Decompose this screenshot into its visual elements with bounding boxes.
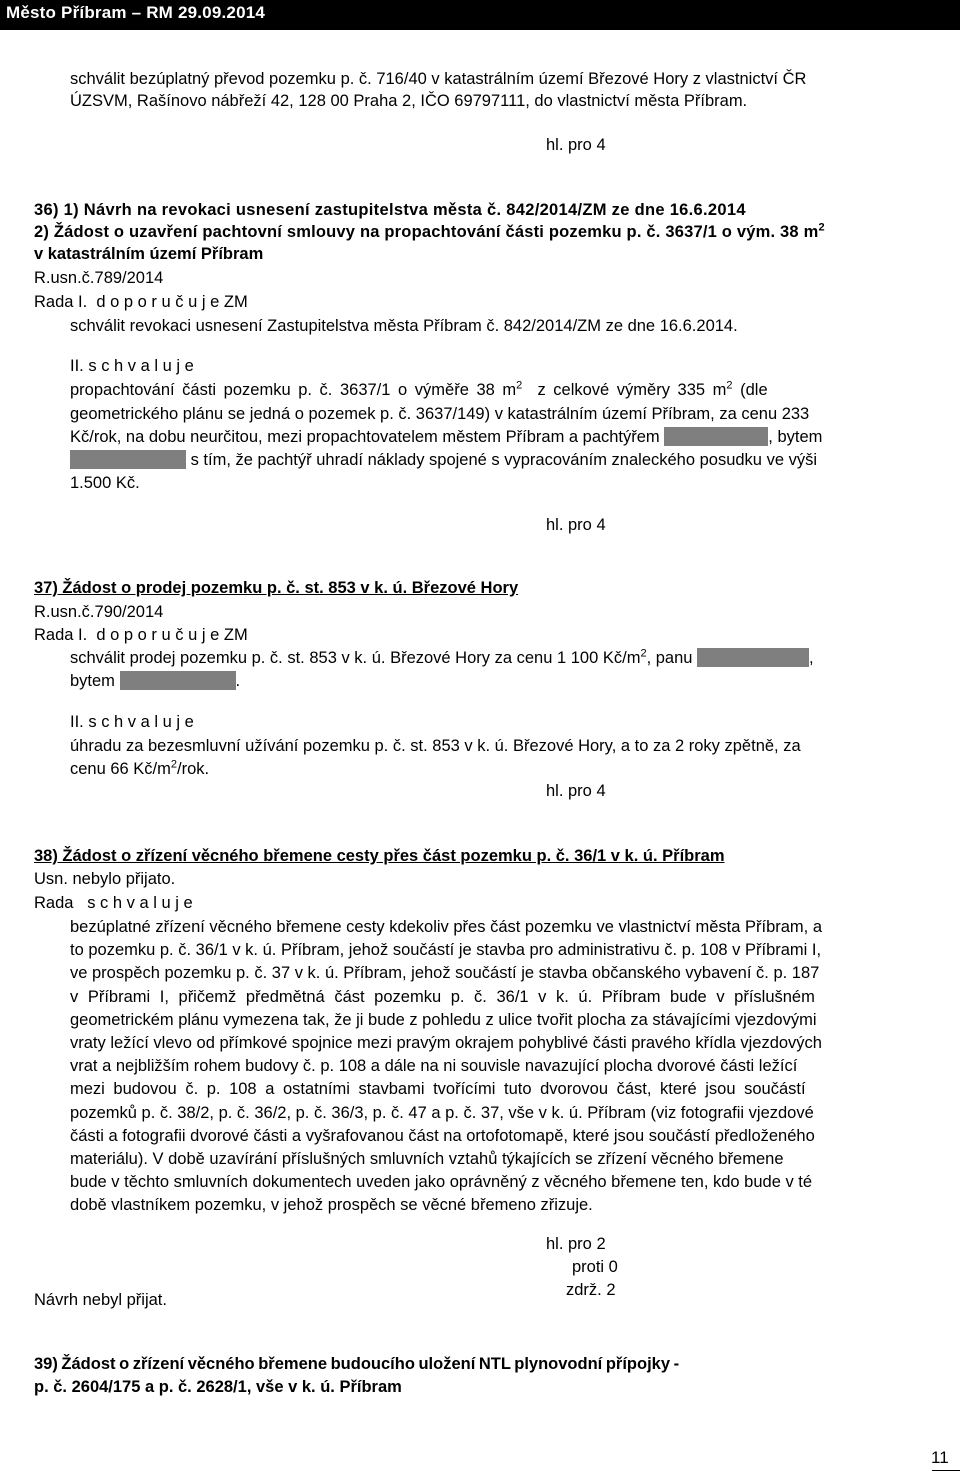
item38-body-line-11: materiálu). V době uzavírání příslušných smluvních vztahů týkajících se zřízení věcného břemene: [70, 1150, 784, 1169]
item36-para-line-1: propachtování části pozemku p. č. 3637/1 o výměře 38 $m^2$ z celkové výměry 335 $m^2$ (dle: [70, 379, 768, 399]
item36-para-line-2: geometrického plánu se jedná o pozemek p. č. 3637/149) v katastrálním území Příbram, za cenu 233: [70, 405, 810, 423]
item38-rada: Rada s c h v a l u j e: [34, 894, 193, 912]
intro-line-2: ÚZSVM, Rašínovo nábřeží 42, 128 00 Praha 2, IČO 69797111, do vlastnictví města Příbram.: [70, 92, 748, 110]
item37-usn: R.usn.č.790/2014: [34, 603, 164, 621]
intro-line-1: schválit bezúplatný převod pozemku p. č. 716/40 v katastrálním území Březové Hory z vlastnictví ČR: [70, 70, 807, 88]
item39-title-line-1: 39) Žádost o zřízení věcného břemene budoucího uložení NTL plynovodní přípojky -: [34, 1355, 680, 1373]
item39-title-line-2: p. č. 2604/175 a p. č. 2628/1, vše v k. ú. Příbram: [34, 1378, 402, 1396]
item38-vote-abstain: zdrž. 2: [566, 1281, 616, 1299]
page-number: 11: [931, 1448, 949, 1467]
item38-title: 38) Žádost o zřízení věcného břemene cesty přes část pozemku p. č. 36/1 v k. ú. Příbram: [34, 847, 725, 865]
item37-title: 37) Žádost o prodej pozemku p. č. st. 853 v k. ú. Březové Hory: [34, 579, 519, 597]
item38-body-line-10: části a fotografii dvorové části a vyšrafovanou část na ortofotomapě, které jsou součástí předloženého: [70, 1126, 815, 1145]
header-title: Město Příbram – RM 29.09.2014: [6, 3, 266, 22]
header-bar: [0, 0, 960, 30]
item37-line-3: úhradu za bezesmluvní užívání pozemku p. č. st. 853 v k. ú. Březové Hory, a to za 2 roky zpětně, za: [70, 737, 801, 755]
item36-para-line-5: 1.500 Kč.: [70, 474, 140, 492]
item36-vote: hl. pro 4: [546, 516, 606, 534]
item38-body: [70, 916, 954, 1218]
item36-rada-1-text: schválit revokaci usnesení Zastupitelstva města Příbram č. 842/2014/ZM ze dne 16.6.2014.: [70, 317, 738, 335]
item38-result: Návrh nebyl přijat.: [34, 1291, 167, 1309]
item37-rada-1: Rada I. d o p o r u č u j e ZM: [34, 626, 248, 644]
item36-title-line-2: 2) Žádost o uzavření pachtovní smlouvy na propachtování části pozemku p. č. 3637/1 o vým. 38 $m^2$: [34, 221, 825, 241]
item36-title-line-1: 36) 1) Návrh na revokaci usnesení zastupitelstva města č. 842/2014/ZM ze dne 16.6.2014: [34, 201, 746, 219]
item38-body-line-5: geometrickém plánu vymezena tak, že ji bude z pohledu z ulice tvořit plocha za stávajícími vjezdovými: [70, 1010, 817, 1029]
item36-para-line-3: Kč/rok, na dobu neurčitou, mezi propachtovatelem městem Příbram a pachtýřem , bytem: [70, 428, 823, 446]
item36-rada-2: II. s c h v a l u j e: [70, 357, 194, 375]
item37-vote: hl. pro 4: [546, 782, 606, 800]
item38-body-line-8: mezi budovou č. p. 108 a ostatními stavbami tvořícími tuto dvorovou část, které jsou součástí: [70, 1080, 806, 1099]
item38-body-line-12: bude v těchto smluvních dokumentech uveden jako oprávněný z věcného břemene ten, kdo bude v té: [70, 1173, 813, 1192]
item38-body-line-4: v Příbrami I, přičemž předmětná část pozemku p. č. 36/1 v k. ú. Příbram bude v příslušném: [70, 987, 815, 1006]
redacted-address: [120, 671, 236, 690]
redacted-address: [70, 450, 186, 469]
item38-body-line-9: pozemků p. č. 38/2, p. č. 36/2, p. č. 36/3, p. č. 47 a p. č. 37, vše v k. ú. Příbram (viz fotografii vjezdové: [70, 1103, 814, 1122]
item37-line-4: cenu 66 $Kč/m^2$/rok.: [70, 758, 210, 778]
intro-vote: hl. pro 4: [546, 136, 606, 154]
item38-status: Usn. nebylo přijato.: [34, 870, 176, 888]
item38-body-line-1: bezúplatné zřízení věcného břemene cesty kdekoliv přes část pozemku ve vlastnictví města Příbram, a: [70, 918, 823, 936]
item38-vote-for: hl. pro 2: [546, 1235, 606, 1253]
item37-line-1: schválit prodej pozemku p. č. st. 853 v k. ú. Březové Hory za cenu 1 100 $Kč/m^2$, panu ,: [70, 647, 814, 667]
item38-body-line-3: ve prospěch pozemku p. č. 37 v k. ú. Příbram, jehož součástí je stavba občanského vybavení č. p. 187: [70, 964, 820, 983]
redacted-name: [697, 648, 809, 667]
item38-body-line-2: to pozemku p. č. 36/1 v k. ú. Příbram, jehož součástí je stavba pro administrativu č. p. 108 v Příbrami I,: [70, 941, 822, 960]
item36-title-line-3: v katastrálním území Příbram: [34, 245, 264, 263]
item38-body-line-7: vrat a nejbližším rohem budovy č. p. 108 a dále na ni souvisle navazující plocha dvorové části ležící: [70, 1057, 798, 1076]
item36-rada-1: Rada I. d o p o r u č u j e ZM: [34, 293, 248, 311]
item38-body-line-13: době vlastníkem pozemku, v jehož prospěch se věcné břemeno zřizuje.: [70, 1196, 593, 1215]
item36-para-line-4: s tím, že pachtýř uhradí náklady spojené s vypracováním znaleckého posudku ve výši: [70, 450, 817, 470]
item38-vote-against: proti 0: [572, 1258, 618, 1276]
item37-rada-2: II. s c h v a l u j e: [70, 713, 194, 731]
item38-body-line-6: vraty ležící vlevo od přímkové spojnice mezi pravým okrajem pohyblivé části pravého křídla vjezdových: [70, 1034, 822, 1053]
item36-usn: R.usn.č.789/2014: [34, 269, 164, 287]
redacted-name: [664, 427, 768, 446]
item37-line-2: bytem .: [70, 672, 241, 690]
